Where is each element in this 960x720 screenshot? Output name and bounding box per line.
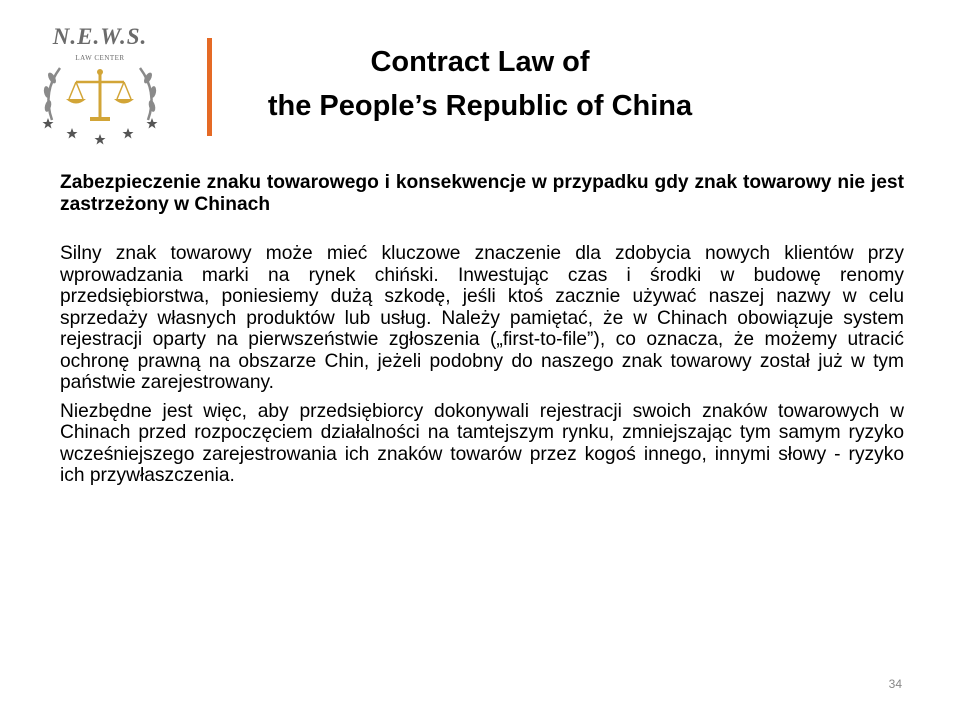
news-law-center-logo [38,22,162,148]
page-number: 34 [888,677,902,691]
title-accent-bar [207,38,212,136]
slide-body [60,172,904,487]
logo-name: N.E.W.S. [52,24,148,49]
body-paragraph-2: Niezbędne jest więc, aby przedsiębiorcy dokonywali rejestracji swoich znaków towarowych w Chinach przed rozpoczęciem działalności na tamtejszym rynku, zmniejszając tym samym ryzyko wcześniejszego zarejestrowania ich znaków towarów przez kogoś innego, innymi słowy - ryzyko ich przywłaszczenia. [60,400,904,486]
body-paragraph-1: Silny znak towarowy może mieć kluczowe znaczenie dla zdobycia nowych klientów przy wprowadzania marki na rynek chiński. Inwestując czas i środki w budowę renomy przedsiębiorstwa, poniesiemy dużą szkodę, jeśli ktoś zacznie używać naszej nazwy w celu sprzedaży własnych produktów lub usług. Należy pamiętać, że w Chinach obowiązuje system rejestracji oparty na pierwszeństwie zgłoszenia („first-to-file”), co oznacza, że możemy utracić ochronę prawną na obszarze Chin, jeżeli podobny do naszego znak towarowy został już w tym państwie zarejestrowany. [60,243,904,393]
slide-title-line-1: Contract Law of [370,46,590,78]
section-heading: Zabezpieczenie znaku towarowego i konsekwencje w przypadku gdy znak towarowy nie jest zastrzeżony w Chinach [60,172,904,215]
scales-of-justice-icon [66,69,134,121]
logo-subtitle: LAW CENTER [75,54,125,62]
slide-title [215,40,745,128]
logo-stars [43,118,158,145]
slide-title-line-2: the People’s Republic of China [267,90,693,122]
